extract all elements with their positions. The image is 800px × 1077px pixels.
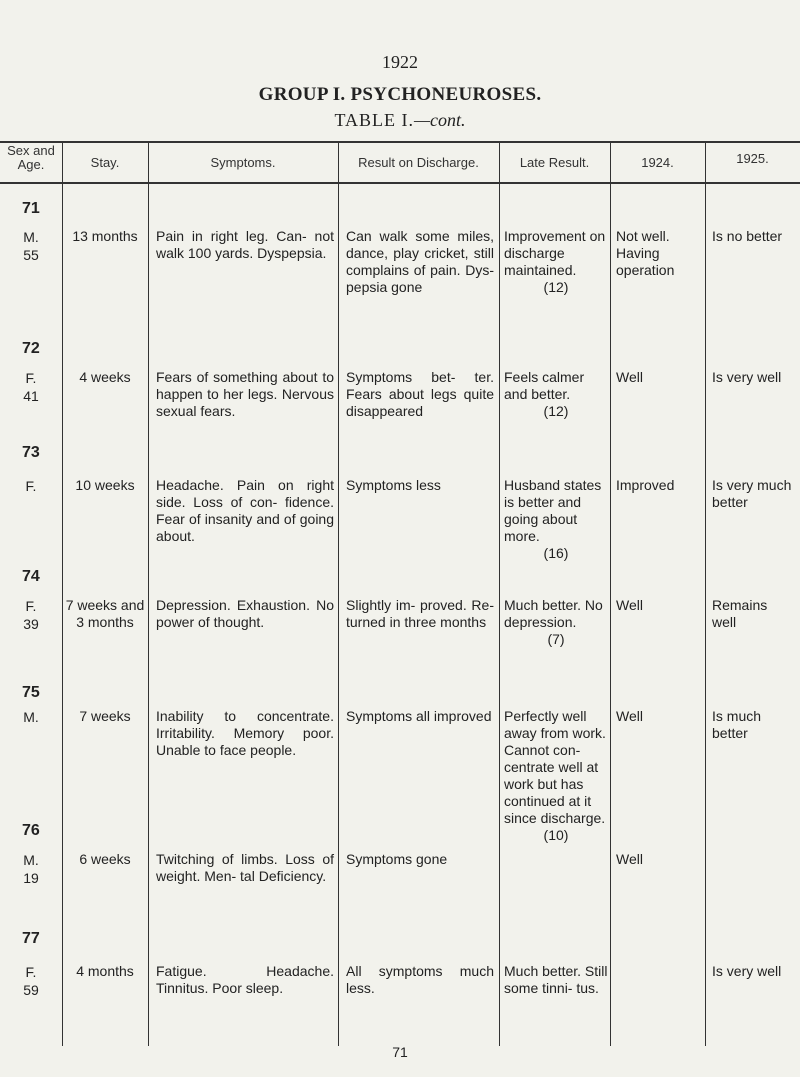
late-result-text: Husband states is better and going about more. [504,477,602,544]
case-1924: Well [616,369,643,385]
case-late-result [504,963,608,997]
case-result: Symptoms gone [346,851,448,867]
case-1924: Not well. Having operation [616,228,675,278]
header-result: Result on Discharge. [358,155,479,170]
case-sex: M. [23,229,39,245]
case-1925: Is very well [712,963,782,979]
column-rule [705,141,706,1046]
case-number: 74 [22,568,40,585]
table-title-main: TABLE I. [334,110,415,130]
case-1925: Is very much better [712,477,792,510]
case-symptoms: Pain in right leg. Can- not walk 100 yards. Dyspepsia. [156,228,334,261]
case-number: 76 [22,822,40,839]
case-symptoms: Inability to concentrate. Irritability. Memory poor. Unable to face people. [156,708,334,758]
case-late-result [504,708,608,844]
case-result: Can walk some miles, dance, play cricket, still complains of pain. Dys- pepsia gone [346,228,494,295]
late-result-text: Feels calmer and better. [504,369,585,402]
case-1924: Well [616,708,643,724]
column-rule [148,141,149,1046]
late-result-ref: (10) [543,827,569,843]
case-number: 77 [22,930,40,947]
case-age: 59 [23,982,39,998]
late-result-text: Improvement on discharge maintained. [504,228,606,278]
header-1924: 1924. [641,155,674,170]
case-1925: Is no better [712,228,783,244]
case-1925: Remains well [712,597,768,630]
header-symptoms: Symptoms. [210,155,276,170]
late-result-text: Much better. Still some tinni- tus. [504,963,608,996]
case-late-result [504,369,608,420]
case-1924: Improved [616,477,675,493]
case-late-result [504,477,608,562]
table-header-rule [0,182,800,184]
late-result-ref: (12) [543,279,569,295]
case-number: 72 [22,340,40,357]
late-result-text: Much better. No depression. [504,597,603,630]
case-stay: 7 weeks and 3 months [65,597,145,630]
late-result-ref: (12) [543,403,569,419]
case-age: 55 [23,247,39,263]
column-rule [610,141,611,1046]
case-symptoms: Headache. Pain on right side. Loss of con- fidence. Fear of insanity and of going about. [156,477,334,544]
header-late-result: Late Result. [519,155,590,170]
case-result: Symptoms all improved [346,708,492,724]
case-age: 19 [23,870,39,886]
case-result: Symptoms bet- ter. Fears about legs quite disappeared [346,369,494,419]
case-late-result [504,228,608,296]
case-stay: 4 weeks [79,369,131,385]
case-result: Slightly im- proved. Re- turned in three months [346,597,494,630]
case-1925: Is very well [712,369,782,385]
case-sex: F. [25,370,37,386]
late-result-ref: (16) [543,545,569,561]
table-top-rule [0,141,800,143]
case-symptoms: Fears of something about to happen to her legs. Nervous sexual fears. [156,369,334,419]
case-stay: 13 months [72,228,138,244]
case-sex: M. [23,709,39,725]
case-number: 73 [22,444,40,461]
case-age: 39 [23,616,39,632]
case-late-result [504,597,608,648]
case-number: 75 [22,684,40,701]
case-1925: Is much better [712,708,762,741]
case-stay: 4 months [76,963,134,979]
group-title: GROUP I. PSYCHONEUROSES. [258,84,542,105]
case-sex: F. [25,598,37,614]
page-year: 1922 [382,52,418,72]
case-sex: F. [25,478,37,494]
case-1924: Well [616,851,643,867]
column-rule [62,141,63,1046]
case-symptoms: Twitching of limbs. Loss of weight. Men- tal Deficiency. [156,851,334,884]
page-number: 71 [392,1044,408,1060]
case-age: 41 [23,388,39,404]
case-stay: 7 weeks [79,708,131,724]
column-rule [499,141,500,1046]
case-symptoms: Fatigue. Headache. Tinnitus. Poor sleep. [156,963,334,996]
case-result: Symptoms less [346,477,441,493]
header-stay: Stay. [90,155,120,170]
case-1924: Well [616,597,643,613]
case-symptoms: Depression. Exhaustion. No power of thought. [156,597,334,630]
column-rule [338,141,339,1046]
case-result: All symptoms much less. [346,963,494,996]
late-result-ref: (7) [547,631,565,647]
table-title-cont: —cont. [414,110,466,130]
header-1925: 1925. [736,151,769,166]
case-stay: 10 weeks [75,477,135,493]
case-sex: F. [25,964,37,980]
late-result-text: Perfectly well away from work. Cannot con- centrate well at work but has continued at it since discharge. [504,708,606,826]
header-sex-age: Sex and Age. [7,143,55,172]
table-title [0,110,800,131]
case-number: 71 [22,200,40,217]
case-sex: M. [23,852,39,868]
case-stay: 6 weeks [79,851,131,867]
